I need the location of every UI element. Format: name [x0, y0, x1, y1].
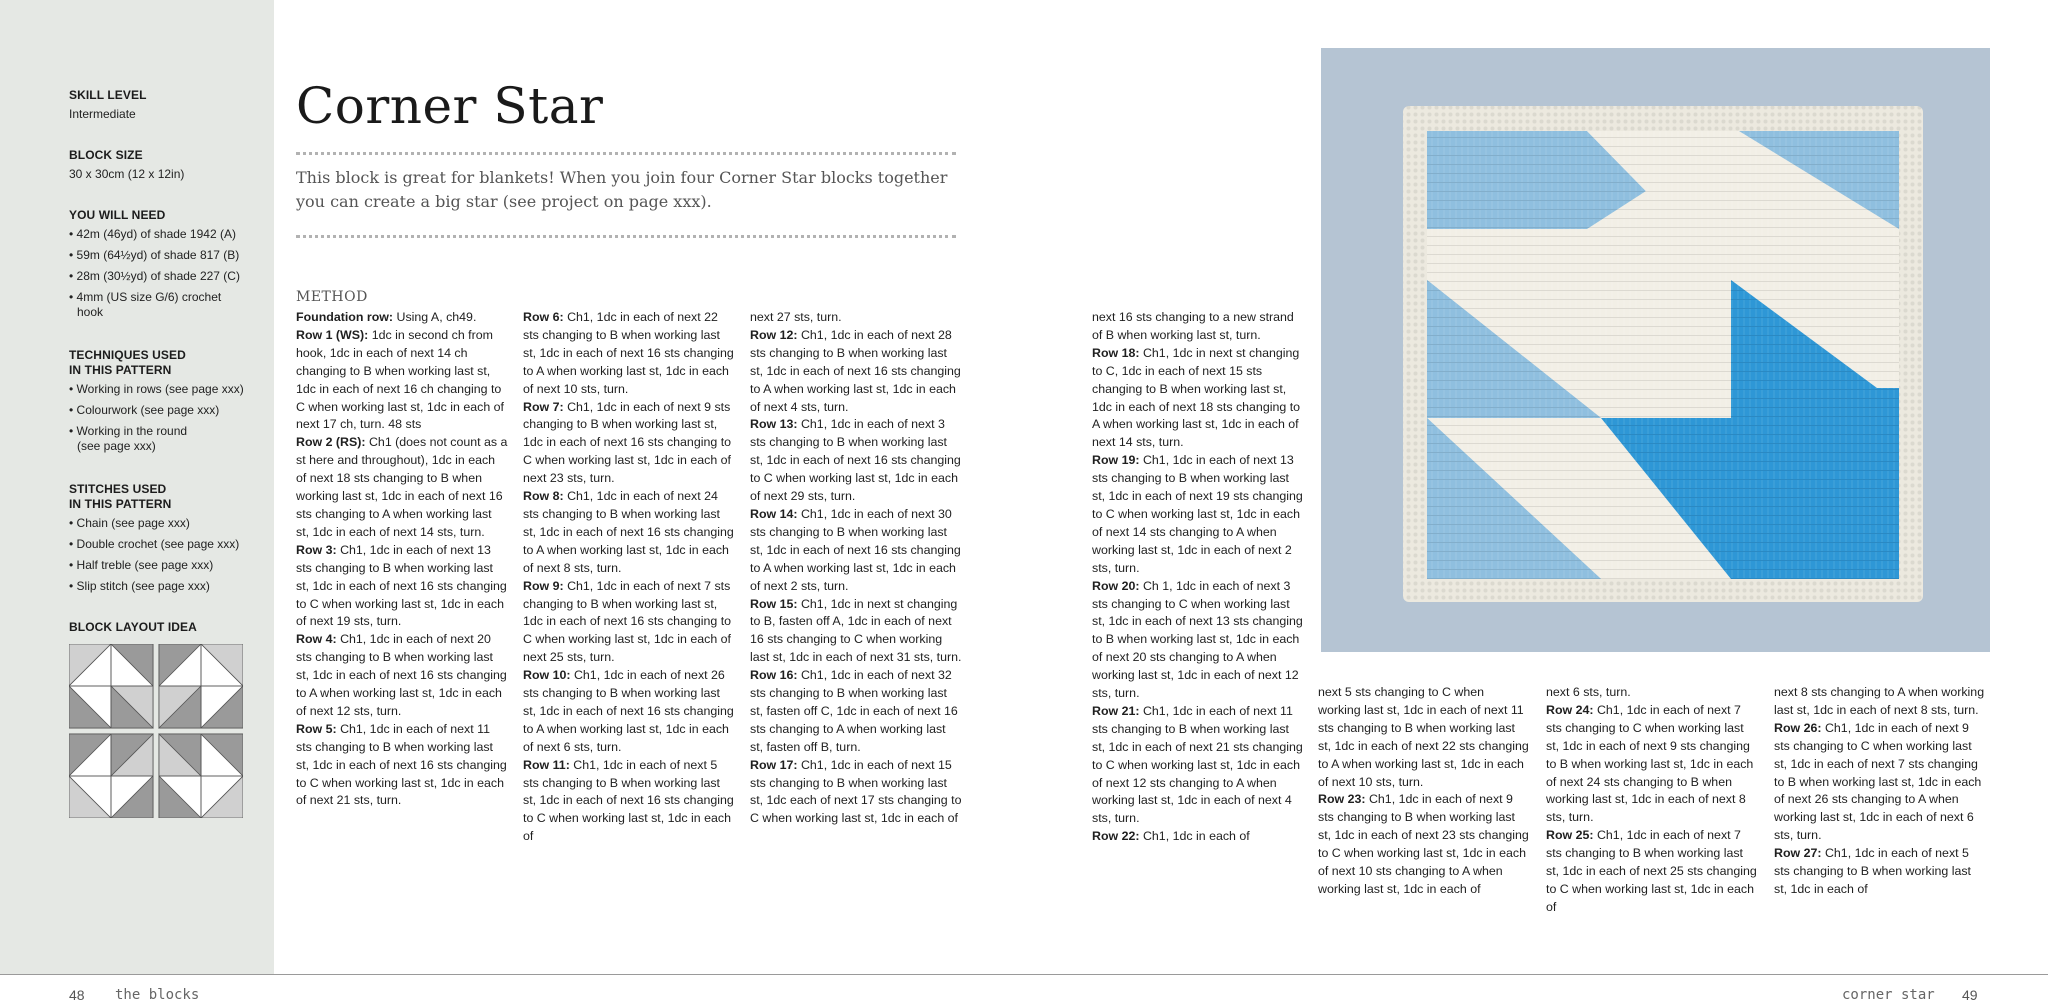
row-text: Ch1, 1dc in each of next 7 sts changing to B when working last st, 1dc in each of next 16 sts changing to C when working last st, 1dc in each of next 25 sts, turn. — [523, 578, 732, 665]
pattern-row-instruction — [296, 631, 508, 721]
pattern-row-instruction — [523, 578, 735, 668]
block-size-value: 30 x 30cm (12 x 12in) — [69, 167, 185, 181]
row-text: Ch1, 1dc in each of next 9 sts changing to C when working last st, 1dc in each of next 7 sts changing to B when working last st, 1dc in each of next 26 sts changing to A when working last st, 1dc in each of next 6 sts, turn. — [1774, 720, 1982, 843]
pattern-row-instruction — [523, 488, 735, 578]
materials-section — [69, 208, 269, 326]
running-header-left: the blocks — [115, 987, 200, 1003]
row-text: Ch1, 1dc in each of next 9 sts changing to B when working last st, 1dc in each of next 16 sts changing to C when working last st, 1dc in each of next 23 sts, turn. — [523, 399, 732, 486]
pattern-row-instruction — [1092, 309, 1304, 345]
stitches-list — [69, 516, 269, 594]
dotted-divider — [296, 235, 956, 238]
row-label: Row 20: — [1092, 578, 1140, 593]
row-label: Row 5: — [296, 721, 337, 736]
row-label: Row 10: — [523, 668, 571, 683]
materials-heading: YOU WILL NEED — [69, 208, 166, 222]
pattern-column-1 — [296, 309, 508, 810]
row-text: Ch1, 1dc in each of — [1139, 829, 1250, 844]
row-text: Ch1, 1dc in each of next 28 sts changing to B when working last st, 1dc in each of next 16 sts changing to A when working last st, 1dc in each of next 4 sts, turn. — [750, 327, 961, 414]
row-label: Row 3: — [296, 542, 337, 557]
list-item: • Double crochet (see page xxx) — [69, 537, 240, 551]
pattern-row-instruction — [750, 416, 962, 506]
pattern-row-instruction — [1774, 684, 1986, 720]
list-item: • 42m (46yd) of shade 1942 (A) — [69, 227, 236, 241]
row-text: Ch1, 1dc in each of next 20 sts changing to B when working last st, 1dc in each of next 16 sts changing to A when working last st, 1dc in each of next 12 sts, turn. — [296, 632, 507, 718]
row-label: Row 4: — [296, 632, 337, 647]
row-label: Row 1 (WS): — [296, 327, 369, 342]
method-heading: METHOD — [296, 289, 368, 305]
row-text: next 8 sts changing to A when working last st, 1dc in each of next 8 sts, turn. — [1774, 685, 1985, 717]
pattern-column-6 — [1546, 684, 1758, 917]
row-text: Ch1, 1dc in each of next 7 sts changing to B when working last st, 1dc in each of next 25 sts changing to C when working last st, 1dc in each of — [1546, 828, 1757, 914]
row-text: Using A, ch49. — [393, 310, 477, 324]
row-label: Row 15: — [750, 596, 798, 611]
row-text: Ch1, 1dc in each of next 26 sts changing to B when working last st, 1dc in each of next 16 sts changing to A when working last st, 1dc in each of next 6 sts, turn. — [523, 668, 734, 754]
row-label: Row 14: — [750, 506, 798, 521]
pattern-row-instruction — [296, 309, 508, 327]
row-label: Row 13: — [750, 417, 798, 432]
page-title: Corner Star — [296, 77, 604, 135]
pattern-row-instruction — [1546, 702, 1758, 827]
list-item: • Half treble (see page xxx) — [69, 558, 214, 572]
list-item: • 4mm (US size G/6) crochet hook — [69, 290, 222, 319]
pattern-column-3 — [750, 309, 962, 828]
row-text: Ch1, 1dc in next st changing to C, 1dc in each of next 15 sts changing to B when working last st, 1dc in each of next 18 sts changing to A when working last st, 1dc in each of next 14 sts, turn. — [1092, 345, 1301, 450]
pattern-row-instruction — [296, 542, 508, 632]
pattern-row-instruction — [1092, 703, 1304, 828]
pattern-row-instruction — [1774, 720, 1986, 845]
block-size-heading: BLOCK SIZE — [69, 148, 143, 162]
list-item: • Chain (see page xxx) — [69, 516, 190, 530]
pattern-row-instruction — [296, 434, 508, 541]
pattern-row-instruction — [523, 667, 735, 757]
list-item: • Working in rows (see page xxx) — [69, 382, 244, 396]
pattern-row-instruction — [1318, 684, 1530, 791]
block-photo — [1321, 48, 1990, 652]
pattern-row-instruction — [750, 506, 962, 596]
skill-level-value: Intermediate — [69, 107, 136, 121]
pattern-row-instruction — [523, 757, 735, 847]
info-sidebar — [0, 0, 274, 975]
row-label: Row 24: — [1546, 702, 1594, 717]
row-text: Ch1, 1dc in each of next 11 sts changing to B when working last st, 1dc in each of next 16 sts changing to C when working last st, 1dc in each of next 21 sts, turn. — [296, 721, 507, 808]
pattern-row-instruction — [1092, 828, 1304, 846]
row-text: Ch1, 1dc in each of next 15 sts changing to B when working last st, 1dc each of next 17 sts changing to C when working last st, 1dc in each of — [750, 757, 962, 826]
running-header-right: corner star — [1842, 987, 1935, 1003]
row-text: Ch1 (does not count as a st here and throughout), 1dc in each of next 18 sts changing to B when working last st, 1dc in each of next 16 sts changing to A when working last st, 1dc in each of next 14 sts, turn. — [296, 435, 508, 539]
pattern-row-instruction — [296, 721, 508, 811]
row-label: Row 19: — [1092, 453, 1140, 468]
row-label: Row 11: — [523, 757, 570, 772]
pattern-row-instruction — [1092, 452, 1304, 577]
row-text: Ch1, 1dc in each of next 30 sts changing to B when working last st, 1dc in each of next 16 sts changing to A when working last st, 1dc in each of next 2 sts, turn. — [750, 506, 961, 593]
pattern-column-7 — [1774, 684, 1986, 899]
pattern-row-instruction — [750, 757, 962, 829]
row-label: Row 9: — [523, 578, 564, 593]
layout-diagram-svg — [69, 644, 243, 818]
row-text: Ch1, 1dc in each of next 9 sts changing to B when working last st, 1dc in each of next 23 sts changing to C when working last st, 1dc in each of next 10 sts changing to A when working last st, 1dc in each of — [1318, 792, 1529, 896]
row-label: Row 25: — [1546, 828, 1594, 843]
row-label: Row 27: — [1774, 846, 1822, 861]
techniques-heading-line1: TECHNIQUES USED — [69, 348, 186, 362]
skill-level-heading: SKILL LEVEL — [69, 88, 147, 102]
row-text: Ch1, 1dc in each of next 32 sts changing to B when working last st, fasten off C, 1dc in each of next 16 sts changing to A when working last st, fasten off B, turn. — [750, 668, 958, 754]
row-label: Row 8: — [523, 489, 564, 504]
pattern-row-instruction — [523, 399, 735, 489]
row-label: Row 16: — [750, 668, 798, 683]
pattern-column-5 — [1318, 684, 1530, 899]
page-number-right: 49 — [1962, 987, 1978, 1003]
row-label: Row 26: — [1774, 720, 1822, 735]
block-layout-diagram — [69, 644, 243, 818]
list-item: • Slip stitch (see page xxx) — [69, 579, 210, 593]
row-text: next 16 sts changing to a new strand of B when working last st, turn. — [1092, 310, 1294, 342]
row-label: Row 18: — [1092, 345, 1140, 360]
row-text: Ch1, 1dc in next st changing to B, fasten off A, 1dc in each of next 16 sts changing to C when working last st, 1dc in each of next 31 sts, turn. — [750, 596, 962, 665]
row-text: Ch1, 1dc in each of next 24 sts changing to B when working last st, 1dc in each of next 16 sts changing to A when working last st, 1dc in each of next 8 sts, turn. — [523, 489, 734, 575]
page-number-left: 48 — [69, 987, 85, 1003]
row-label: Foundation row: — [296, 310, 394, 324]
skill-level-section — [69, 88, 269, 122]
block-size-section — [69, 148, 269, 182]
row-label: Row 7: — [523, 399, 564, 414]
row-text: Ch1, 1dc in each of next 7 sts changing to C when working last st, 1dc in each of next 9 sts changing to B when working last st, 1dc in each of next 24 sts changing to B when working last st, 1dc in each of next 8 sts, turn. — [1546, 702, 1754, 825]
crochet-block-illustration — [1321, 48, 1990, 652]
list-item: • 59m (64½yd) of shade 817 (B) — [69, 248, 240, 262]
row-text: Ch 1, 1dc in each of next 3 sts changing to C when working last st, 1dc in each of next 13 sts changing to B when working last st, 1dc in each of next 20 sts changing to A when working last st, 1dc in each of next 12 sts, turn. — [1092, 578, 1303, 701]
row-text: Ch1, 1dc in each of next 13 sts changing to B when working last st, 1dc in each of next 16 sts changing to C when working last st, 1dc in each of next 19 sts, turn. — [296, 542, 507, 629]
pattern-row-instruction — [523, 309, 735, 399]
pattern-row-instruction — [1546, 684, 1758, 702]
row-text: Ch1, 1dc in each of next 22 sts changing to B when working last st, 1dc in each of next 16 sts changing to A when working last st, 1dc in each of next 10 sts, turn. — [523, 310, 734, 396]
row-text: next 27 sts, turn. — [750, 310, 842, 324]
list-item: • Working in the round (see page xxx) — [69, 424, 188, 453]
pattern-row-instruction — [296, 327, 508, 434]
row-text: Ch1, 1dc in each of next 13 sts changing to B when working last st, 1dc in each of next 19 sts changing to C when working last st, 1dc in each of next 14 sts changing to A when working last st, 1dc in each of next 2 sts, turn. — [1092, 453, 1303, 575]
dotted-divider — [296, 152, 956, 155]
materials-list — [69, 227, 269, 320]
row-text: Ch1, 1dc in each of next 11 sts changing to B when working last st, 1dc in each of next 21 sts changing to C when working last st, 1dc in each of next 12 sts changing to A when working last st, 1dc in each of next 4 sts, turn. — [1092, 703, 1303, 826]
techniques-heading-line2: IN THIS PATTERN — [69, 363, 172, 377]
stitches-section — [69, 482, 269, 600]
row-text: 1dc in second ch from hook, 1dc in each of next 14 ch changing to B when working last st, 1dc in each of next 16 ch changing to C when working last st, 1dc in each of next 17 ch, turn. 48 sts — [296, 327, 504, 432]
row-text: next 6 sts, turn. — [1546, 685, 1631, 699]
stitches-heading-line1: STITCHES USED — [69, 482, 167, 496]
row-label: Row 21: — [1092, 703, 1140, 718]
pattern-row-instruction — [750, 327, 962, 417]
pattern-row-instruction — [750, 667, 962, 757]
pattern-column-2 — [523, 309, 735, 846]
pattern-row-instruction — [1546, 827, 1758, 917]
pattern-column-4 — [1092, 309, 1304, 846]
row-text: Ch1, 1dc in each of next 3 sts changing to B when working last st, 1dc in each of next 16 sts changing to C when working last st, 1dc in each of next 29 sts, turn. — [750, 417, 961, 504]
row-text: Ch1, 1dc in each of next 5 sts changing to B when working last st, 1dc in each of next 16 sts changing to C when working last st, 1dc in each of — [523, 757, 734, 844]
row-label: Row 12: — [750, 327, 798, 342]
footer-rule — [0, 974, 2048, 975]
row-label: Row 22: — [1092, 829, 1140, 844]
list-item: • 28m (30½yd) of shade 227 (C) — [69, 269, 240, 283]
stitches-heading-line2: IN THIS PATTERN — [69, 497, 172, 511]
techniques-section — [69, 348, 269, 460]
row-text: next 5 sts changing to C when working last st, 1dc in each of next 11 sts changing to B when working last st, 1dc in each of next 22 sts changing to A when working last st, 1dc in each of next 10 sts, turn. — [1318, 685, 1529, 789]
pattern-row-instruction — [1774, 845, 1986, 899]
techniques-list — [69, 382, 269, 454]
pattern-row-instruction — [750, 309, 962, 327]
layout-idea-heading: BLOCK LAYOUT IDEA — [69, 620, 197, 634]
row-label: Row 23: — [1318, 792, 1366, 807]
layout-idea-section — [69, 620, 269, 635]
list-item: • Colourwork (see page xxx) — [69, 403, 220, 417]
row-label: Row 6: — [523, 310, 564, 324]
row-label: Row 17: — [750, 757, 798, 772]
pattern-row-instruction — [1092, 578, 1304, 703]
row-text: Ch1, 1dc in each of next 5 sts changing to B when working last st, 1dc in each of — [1774, 846, 1971, 896]
pattern-row-instruction — [750, 596, 962, 668]
row-label: Row 2 (RS): — [296, 435, 366, 450]
intro-paragraph: This block is great for blankets! When you join four Corner Star blocks together you can create a big star (see project on page xxx). — [296, 168, 948, 211]
pattern-row-instruction — [1092, 345, 1304, 452]
pattern-row-instruction — [1318, 791, 1530, 898]
